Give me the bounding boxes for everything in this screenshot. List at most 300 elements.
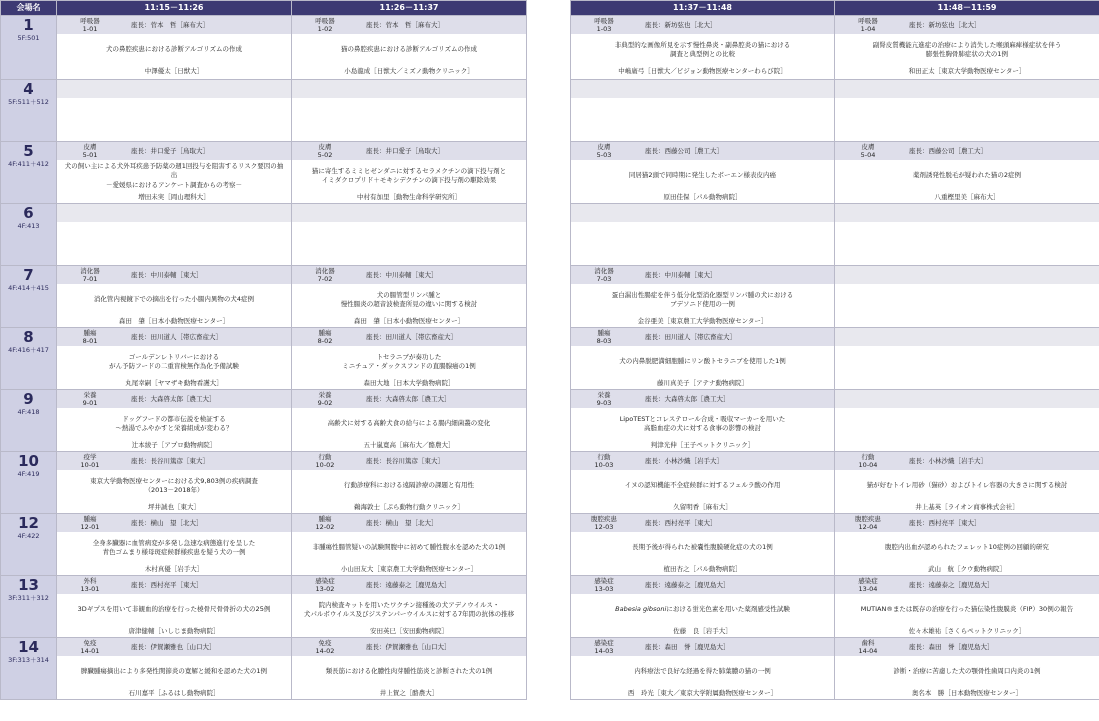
room-location: 4F:418: [17, 408, 40, 416]
session-cell: [57, 576, 292, 638]
session-header: [571, 514, 834, 532]
session-cell: [835, 16, 1099, 80]
session-chair: 座長：森田 誉［鹿児島大］: [909, 643, 994, 651]
session-chair: 座長：中川泰輔［東大］: [645, 271, 717, 279]
session: [292, 452, 526, 512]
session-code: 5-02: [317, 151, 333, 159]
session-category: 腫瘍: [597, 329, 611, 337]
session-title-text: [615, 605, 790, 615]
session-id: [835, 577, 901, 593]
session-cell: [292, 16, 527, 80]
session: [292, 16, 526, 76]
session-category: 腫瘍: [83, 515, 97, 523]
session-title-text: 院内検査キットを用いたワクチン接種後の犬アデノウイルス・ 犬パルボウイルス及びジステンパーウイルスに対する7年間の抗体の推移: [303, 600, 515, 618]
session-presenter: 増田未実［岡山理科大］: [138, 193, 210, 201]
session-chair: 座長：新坊弦也［北大］: [645, 21, 717, 29]
session-presenter: 唐津健輔［いしじま動物病院］: [128, 627, 220, 635]
session-presenter: 西 玲光［東大／東京大学附属動物医療センター］: [627, 689, 778, 697]
room-row: [571, 452, 1099, 514]
session-title-text: 行動診療科における遠隔診療の課題と有用性: [344, 481, 474, 490]
session-header: [292, 80, 526, 98]
session-cell: [57, 452, 292, 514]
session-category: 消化器: [315, 267, 335, 275]
session-title-text: ドッグフードの都市伝説を検証する ～熱湯でふやかすと栄養組成が変わる？: [115, 414, 233, 432]
session-presenter: 小島龍成［日獣大／ミズノ動物クリニック］: [344, 67, 474, 75]
session: [571, 328, 834, 388]
room-label: [1, 638, 57, 700]
session-code: 10-03: [594, 461, 614, 469]
session-title: [292, 160, 526, 192]
session-header: [57, 514, 291, 532]
session-title: [835, 34, 1099, 66]
session-cell: [57, 266, 292, 328]
session: [571, 266, 834, 326]
session: [57, 204, 291, 222]
session-category: 免疫: [83, 639, 97, 647]
session-header: [835, 204, 1099, 222]
session: [835, 328, 1099, 346]
session-title: [57, 34, 291, 66]
session-id: [292, 639, 358, 655]
session-title-text: 猫の鼻腔疾患における診断アルゴリズムの作成: [340, 45, 478, 54]
session-chair: 座長：大森啓太郎［農工大］: [131, 395, 216, 403]
session-title: [571, 346, 834, 378]
session-code: 10-04: [858, 461, 878, 469]
session-category: 皮膚: [597, 143, 611, 151]
session-cell: [571, 514, 835, 576]
session-cell: [835, 452, 1099, 514]
room-number: 4: [23, 80, 34, 98]
session-chair: 座長：西村亮平［東大］: [645, 519, 717, 527]
slot-header: 11:48－11:59: [835, 1, 1099, 16]
session-id: [57, 267, 123, 283]
session-cell: [292, 142, 527, 204]
room-location: 4F:419: [17, 470, 40, 478]
session-chair: 座長：中川泰輔［東大］: [366, 271, 438, 279]
session-id: [835, 639, 901, 655]
session-code: 9-02: [317, 399, 333, 407]
session-presenter: 奥名本 勝［日本動物医療センター］: [911, 689, 1023, 697]
session-title: [292, 594, 526, 626]
room-label: [1, 576, 57, 638]
room-label: [1, 266, 57, 328]
room-number: 7: [23, 266, 34, 284]
session-title: [835, 594, 1099, 626]
session: [835, 514, 1099, 574]
session-header: [57, 328, 291, 346]
room-row: [1, 452, 527, 514]
session-chair: 座長：井口愛子［鳥取大］: [366, 147, 444, 155]
session: [292, 204, 526, 222]
room-header: 会場名: [1, 1, 57, 16]
session: [57, 142, 291, 202]
room-number: 6: [23, 204, 34, 222]
session-presenter: 判津光伸［王子ペットクリニック］: [650, 441, 755, 449]
session-chair: 座長：菅本 哲［麻布大］: [131, 21, 209, 29]
room-location: 4F:422: [17, 532, 40, 540]
session-cell: [835, 638, 1099, 700]
session-title: [571, 284, 834, 316]
session-id: [571, 267, 637, 283]
session-header: [292, 142, 526, 160]
session-chair: 座長：井口愛子［鳥取大］: [131, 147, 209, 155]
session-category: 消化器: [594, 267, 614, 275]
session-presenter: 井上基英［ライオン商事株式会社］: [915, 503, 1019, 511]
session-code: 9-03: [596, 399, 612, 407]
session-category: 行動: [861, 453, 875, 461]
session-header: [835, 328, 1099, 346]
session-title-text: 犬の内鼻脱肥満細胞腫にリン酸トセラニブを使用した1例: [619, 357, 786, 366]
session-presenter: 森田 肇［日本小動物医療センター］: [118, 317, 230, 325]
session-cell: [571, 328, 835, 390]
session-title-text: トセラニブが奏功した ミニチュア・ダックスフンドの直腸腺癌の1例: [342, 352, 476, 370]
session-title-text: 非典型的な画像所見を示す慢性鼻炎・副鼻腔炎の猫における 調査と典型例との比較: [614, 40, 791, 58]
room-row: [1, 390, 527, 452]
session-category: 免疫: [318, 639, 332, 647]
session-header: [57, 266, 291, 284]
session-cell: [835, 576, 1099, 638]
session: [571, 514, 834, 574]
room-row: [571, 142, 1099, 204]
session-code: 5-03: [596, 151, 612, 159]
empty-session-cell: [835, 204, 1099, 266]
session-chair: 座長：遠藤泰之［鹿児島大］: [645, 581, 730, 589]
room-row: [1, 328, 527, 390]
session-header: [292, 266, 526, 284]
session-header: [835, 576, 1099, 594]
session-header: [57, 16, 291, 34]
session-title-text: 犬の腸管型リンパ腫と 慢性腸炎の超音波検査所見の違いに関する検討: [340, 290, 478, 308]
session-code: 8-03: [596, 337, 612, 345]
room-label: [1, 452, 57, 514]
session-title-species: Babesia gibsoni: [615, 605, 667, 614]
session-title: [292, 284, 526, 316]
room-number: 9: [23, 390, 34, 408]
session-header: [835, 80, 1099, 98]
session-category: 歯科: [861, 639, 875, 647]
session-title: [57, 160, 291, 192]
session-header: [835, 514, 1099, 532]
session-title-text: 脾臓腫瘍摘出により多発性関節炎の寛解と緩和を認めた犬の1例: [80, 667, 268, 676]
empty-session-cell: [292, 204, 527, 266]
session-chair: 座長：伊賀瀬雅也［山口大］: [366, 643, 451, 651]
session: [571, 452, 834, 512]
session: [292, 390, 526, 450]
session-presenter: 丸尾幸嗣［ヤマザキ動物看護大］: [125, 379, 223, 387]
session-title: [57, 284, 291, 316]
room-number: 1: [23, 16, 34, 34]
session-presenter: 森田大地［日本大学動物病院］: [363, 379, 455, 387]
session-presenter: 佐々木雄祐［さくらペットクリニック］: [908, 627, 1026, 635]
session: [835, 452, 1099, 512]
session-chair: 座長：西藤公司［農工大］: [909, 147, 987, 155]
session-code: 1-02: [317, 25, 333, 33]
session-title-text: イヌの認知機能不全症候群に対するフェルラ酸の作用: [624, 481, 781, 490]
session-category: 外科: [83, 577, 97, 585]
session: [292, 638, 526, 698]
session-cell: [292, 452, 527, 514]
session-code: 1-03: [596, 25, 612, 33]
session-presenter: 石川嘉平［ふるはし動物病院］: [128, 689, 220, 697]
room-label: [1, 16, 57, 80]
room-row: [571, 328, 1099, 390]
session-presenter: 辻本綾子［アプロ動物病院］: [131, 441, 217, 449]
session-header: [571, 204, 834, 222]
session-title: [571, 532, 834, 564]
room-row: [1, 142, 527, 204]
room-row: [571, 638, 1099, 700]
session-cell: [292, 514, 527, 576]
session-header: [292, 514, 526, 532]
session-header: [292, 16, 526, 34]
session-cell: [571, 576, 835, 638]
session-title-text: 3Dギプスを用いて非観血的治療を行った橈骨尺骨骨折の犬の25例: [77, 605, 271, 614]
session-code: 14-01: [80, 647, 100, 655]
empty-session-cell: [57, 80, 292, 142]
session-code: 5-04: [860, 151, 876, 159]
session-presenter: 佐藤 良［岩手大］: [673, 627, 732, 635]
session: [292, 328, 526, 388]
session-chair: 座長：田川道人［帯広畜産大］: [131, 333, 222, 341]
session-title: [57, 346, 291, 378]
session-presenter: 安田英巳［安田動物病院］: [370, 627, 448, 635]
session-category: 腫瘍: [83, 329, 97, 337]
session-id: [835, 453, 901, 469]
room-location: 4F:416＋417: [8, 346, 49, 354]
empty-session-cell: [571, 80, 835, 142]
session-header: [292, 576, 526, 594]
session-chair: 座長：森田 誉［鹿児島大］: [645, 643, 730, 651]
session-header: [571, 576, 834, 594]
room-row: [1, 576, 527, 638]
session-id: [571, 143, 637, 159]
session-code: 8-01: [82, 337, 98, 345]
session-header: [292, 638, 526, 656]
session-title: [571, 594, 834, 626]
session-chair: 座長：遠藤泰之［鹿児島大］: [366, 581, 451, 589]
session: [571, 390, 834, 450]
session-title: [292, 532, 526, 564]
session-chair: 座長：西藤公司［農工大］: [645, 147, 723, 155]
schedule-table-right: [570, 0, 1099, 700]
session-id: [57, 391, 123, 407]
session-id: [292, 143, 358, 159]
session-chair: 座長：伊賀瀬雅也［山口大］: [131, 643, 216, 651]
session-header: [835, 638, 1099, 656]
session-presenter: 藤川真美子［アテナ動物病院］: [657, 379, 748, 387]
session-title-text: ゴールデンレトリバーにおける がん予防フードの二重盲検無作為化予備試験: [109, 352, 239, 370]
session-chair: 座長：大森啓太郎［農工大］: [645, 395, 730, 403]
session-cell: [57, 390, 292, 452]
session-presenter: 植田杏之［パル動物病院］: [663, 565, 742, 573]
session-header: [57, 204, 291, 222]
session-cell: [835, 142, 1099, 204]
session-chair: 座長：遠藤泰之［鹿児島大］: [909, 581, 994, 589]
session-cell: [292, 638, 527, 700]
session: [835, 266, 1099, 284]
session-category: 腫瘍: [318, 515, 332, 523]
session-category: 行動: [597, 453, 611, 461]
session-chair: 座長：大森啓太郎［農工大］: [366, 395, 451, 403]
session-title-text: MUTIAN®または既存の治療を行った猫伝染性腹膜炎（FIP）30例の報告: [860, 605, 1074, 614]
room-number: 14: [18, 638, 39, 656]
session: [835, 390, 1099, 408]
session-code: 7-03: [596, 275, 612, 283]
session-code: 1-04: [860, 25, 876, 33]
session-title-text: 内科療法で良好な経過を得た肺葉膿の猫の一例: [634, 667, 771, 676]
session-code: 1-01: [82, 25, 98, 33]
session-title: [835, 656, 1099, 688]
session-cell: [57, 16, 292, 80]
session-cell: [57, 328, 292, 390]
session: [57, 266, 291, 326]
session: [57, 576, 291, 636]
session: [57, 452, 291, 512]
session-presenter: 中嶋廣弓［日獣大／ビジョン動物医療センターわらび院］: [618, 67, 787, 75]
session-presenter: 久留明香［麻布大］: [673, 503, 732, 511]
session-id: [571, 577, 637, 593]
room-row: [1, 204, 527, 266]
session-title-text: 犬の飼い主による犬外耳疾患予防薬の週1回投与を阻害するリスク要因の抽出 －愛媛県におけるアンケート調査からの考察－: [64, 161, 284, 189]
session-id: [292, 17, 358, 33]
session-cell: [292, 266, 527, 328]
session-presenter: 原田佳保［パル動物病院］: [663, 193, 742, 201]
session-presenter: 中村有加里［動物生命科学研究所］: [357, 193, 461, 201]
session-category: 消化器: [80, 267, 100, 275]
session-code: 12-04: [858, 523, 878, 531]
room-label: [1, 142, 57, 204]
session-header: [57, 80, 291, 98]
room-label: [1, 514, 57, 576]
session-code: 14-04: [858, 647, 878, 655]
room-row: [571, 514, 1099, 576]
session-id: [57, 577, 123, 593]
session-cell: [57, 514, 292, 576]
session-category: 呼吸器: [858, 17, 878, 25]
session: [57, 328, 291, 388]
session-title-text: 東京大学動物医療センターにおける犬9,803例の疾病調査 （2013－2018年）: [90, 476, 258, 494]
session: [835, 16, 1099, 76]
session-category: 疫学: [83, 453, 97, 461]
room-row: [1, 80, 527, 142]
session-header: [571, 328, 834, 346]
room-row: [1, 638, 527, 700]
session-title: [292, 656, 526, 688]
session-chair: 座長：新坊弦也［北大］: [909, 21, 981, 29]
session: [57, 514, 291, 574]
session-cell: [571, 142, 835, 204]
session: [571, 142, 834, 202]
room-location: 4F:414＋415: [8, 284, 49, 292]
session-cell: [292, 390, 527, 452]
session-code: 10-02: [315, 461, 335, 469]
session: [57, 80, 291, 98]
session-title: [571, 408, 834, 440]
room-location: 3F:311＋312: [8, 594, 49, 602]
session: [57, 16, 291, 76]
session-category: 腹腔疾患: [591, 515, 617, 523]
session-code: 5-01: [82, 151, 98, 159]
session-chair: 座長：中川泰輔［東大］: [131, 271, 203, 279]
session-presenter: 木村真優［岩手大］: [144, 565, 204, 573]
session-title-text: 診断・治療に苦慮した犬の顎骨性歯周口内炎の1例: [893, 667, 1041, 676]
session-header: [292, 204, 526, 222]
session: [292, 266, 526, 326]
session-header: [571, 452, 834, 470]
slot-header: 11:26－11:37: [292, 1, 527, 16]
session: [571, 16, 834, 76]
session-category: 栄養: [318, 391, 332, 399]
room-location: 4F:413: [17, 222, 40, 230]
room-location: 4F:411＋412: [8, 160, 49, 168]
session: [292, 576, 526, 636]
session-title-text: 腹腔内出血が認められたフェレット10症例の回顧的研究: [885, 543, 1049, 552]
session-id: [57, 329, 123, 345]
session-title: [57, 594, 291, 626]
session: [57, 638, 291, 698]
session-chair: 座長：田川道人［帯広畜産大］: [366, 333, 457, 341]
session-cell: [571, 390, 835, 452]
room-location: 3F:313＋314: [8, 656, 49, 664]
session-category: 行動: [318, 453, 332, 461]
session: [835, 80, 1099, 98]
session-title: [292, 408, 526, 440]
session-title: [57, 532, 291, 564]
session-id: [571, 639, 637, 655]
session-header: [57, 638, 291, 656]
session-title: [835, 532, 1099, 564]
session-id: [835, 17, 901, 33]
session-category: 呼吸器: [315, 17, 335, 25]
session-chair: 座長：小林沙織［岩手大］: [909, 457, 987, 465]
session-title: [571, 656, 834, 688]
session-title-text: 非腫瘍性腸管疑いの試験開腹中に初めて腫性腹水を認めた犬の1例: [312, 543, 506, 552]
session-title-text: 全身多臓器に血管病変が多発し急速な病態進行を呈した 青色ゴムまり様母斑症候群様疾患を疑う犬の一例: [92, 538, 256, 556]
session-presenter: 金谷亜美［東京農工大学動物医療センター］: [637, 317, 768, 325]
session-chair: 座長：菅本 哲［麻布大］: [366, 21, 444, 29]
session-header: [57, 576, 291, 594]
session-category: 腫瘍: [318, 329, 332, 337]
session-id: [57, 17, 123, 33]
session-title-text: 犬の鼻腔疾患における診断アルゴリズムの作成: [105, 45, 243, 54]
session-chair: 座長：西村亮平［東大］: [131, 581, 203, 589]
empty-session-cell: [835, 328, 1099, 390]
room-row: [571, 390, 1099, 452]
session: [57, 390, 291, 450]
session-title-text: 副腎皮質機能亢進症の治療により消失した喉頭麻痺様症状を伴う 膨張性胸骨肺症状の犬の1例: [872, 40, 1062, 58]
session-header: [835, 142, 1099, 160]
session-code: 14-02: [315, 647, 335, 655]
session-category: 呼吸器: [594, 17, 614, 25]
session-title: [835, 160, 1099, 192]
session-code: 13-02: [315, 585, 335, 593]
session-cell: [571, 452, 835, 514]
session-id: [571, 329, 637, 345]
session-header: [57, 390, 291, 408]
room-row: [571, 266, 1099, 328]
session-category: 皮膚: [861, 143, 875, 151]
session-header: [292, 390, 526, 408]
session: [835, 576, 1099, 636]
session-header: [835, 16, 1099, 34]
session: [292, 142, 526, 202]
session-cell: [835, 514, 1099, 576]
session: [835, 638, 1099, 698]
session-title-text: 猫に寄生するミミヒゼンダニに対するセラメクチンの滴下投与剤と イミダクロプリド＋モキシデクチンの滴下投与剤の駆除効果: [311, 166, 507, 184]
session-code: 14-03: [594, 647, 614, 655]
session-code: 7-01: [82, 275, 98, 283]
session-title-text: 薬剤誘発性脱毛が疑われた猫の2症例: [912, 171, 1022, 180]
